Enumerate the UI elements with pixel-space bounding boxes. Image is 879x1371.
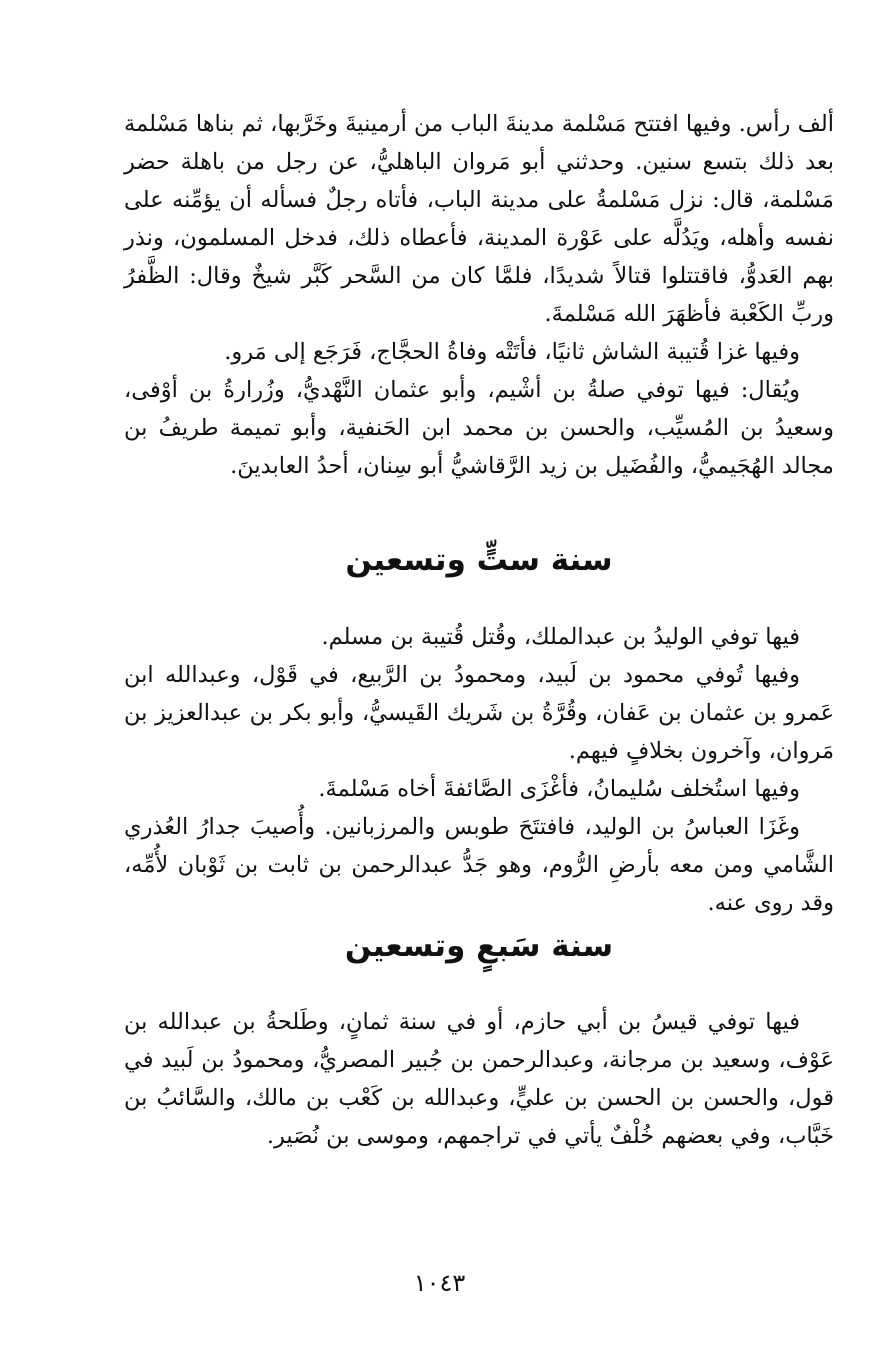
year-heading-97: سنة سَبعٍ وتسعين <box>344 928 614 964</box>
paragraph-deaths-97: فيها توفي قيسُ بن أبي حازم، أو في سنة ثمانٍ، وطَلحةُ بن عبدالله بن عَوْف، وسعيد بن مرجانة، وعبدالرحمن بن جُبير المصريُّ، ومحمودُ بن لَبيد في قول، والحسن بن الحسن بن عليٍّ، وعبدالله بن كَعْب بن مالك، والسَّائبُ بن خَبَّاب، وفي بعضهم خُلْفٌ يأتي في تراجمهم، وموسى بن نُصَير. <box>124 1009 834 1149</box>
paragraph-deaths-96: وفيها تُوفي محمود بن لَبيد، ومحمودُ بن الرَّبيع، في قَوْل، وعبدالله ابن عَمرو بن عثمان بن عَفان، وقُرَّةُ بن شَريك القَيسيُّ، وأبو بكر بن عبدالعزيز بن مَروان، وآخرون بخلافٍ فيهم. <box>124 662 834 764</box>
section-97 <box>124 1003 834 1155</box>
page-number: ١٠٤٣ <box>413 1269 466 1297</box>
paragraph-abbas-campaign: وغَزَا العباسُ بن الوليد، فافتتَحَ طوبس والمرزبانين. وأُصيبَ جدارُ العُذري الشَّامي ومن معه بأرضِ الرُّوم، وهو جَدُّ عبدالرحمن بن ثابت بن ثَوْبان لأُمِّه، وقد روى عنه. <box>124 814 834 916</box>
paragraph-conquest-of-bab: ألف رأس. وفيها افتتح مَسْلمة مدينةَ الباب من أرمينيةَ وخَرَّبها، ثم بناها مَسْلمة بعد ذلك بتسع سنين. وحدثني أبو مَروان الباهليُّ، عن رجل من باهلة حضر مَسْلمة، قال: نزل مَسْلمةُ على مدينة الباب، فأتاه رجلٌ فسأله أن يؤمِّنه على نفسه وأهله، ويَدُلَّه على عَوْرة المدينة، فأعطاه ذلك، فدخل المسلمون، ونذر بهم العَدوُّ، فاقتتلوا قتالاً شديدًا، فلمَّا كان من السَّحر كَبَّر شيخٌ وقال: الظَّفرُ وربِّ الكَعْبة فأظهَرَ الله مَسْلمةَ. <box>124 111 834 327</box>
paragraph-qutayba-shash: وفيها غزا قُتيبة الشاش ثانيًا، فأتَتْه وفاةُ الحجَّاج، فَرَجَع إلى مَرو. <box>224 339 800 365</box>
paragraph-deaths-95: ويُقال: فيها توفي صلةُ بن أشْيم، وأبو عثمان النَّهْديُّ، وزُرارةُ بن أوْفى، وسعيدُ بن المُسيِّب، والحسن بن محمد ابن الحَنفية، وأبو تميمة طريفُ بن مجالد الهُجَيميُّ، والفُضَيل بن زيد الرَّقاشيُّ أبو سِنان، أحدُ العابدينَ. <box>124 377 834 479</box>
section-96 <box>124 618 834 922</box>
section-95-continued <box>124 105 834 485</box>
year-heading-96: سنة ستٍّ وتسعين <box>345 542 613 578</box>
paragraph-walid-death: فيها توفي الوليدُ بن عبدالملك، وقُتل قُتيبة بن مسلم. <box>321 624 800 650</box>
paragraph-sulayman-succession: وفيها استُخلف سُليمانُ، فأغْزَى الصَّائفةَ أخاه مَسْلمةَ. <box>318 776 800 802</box>
